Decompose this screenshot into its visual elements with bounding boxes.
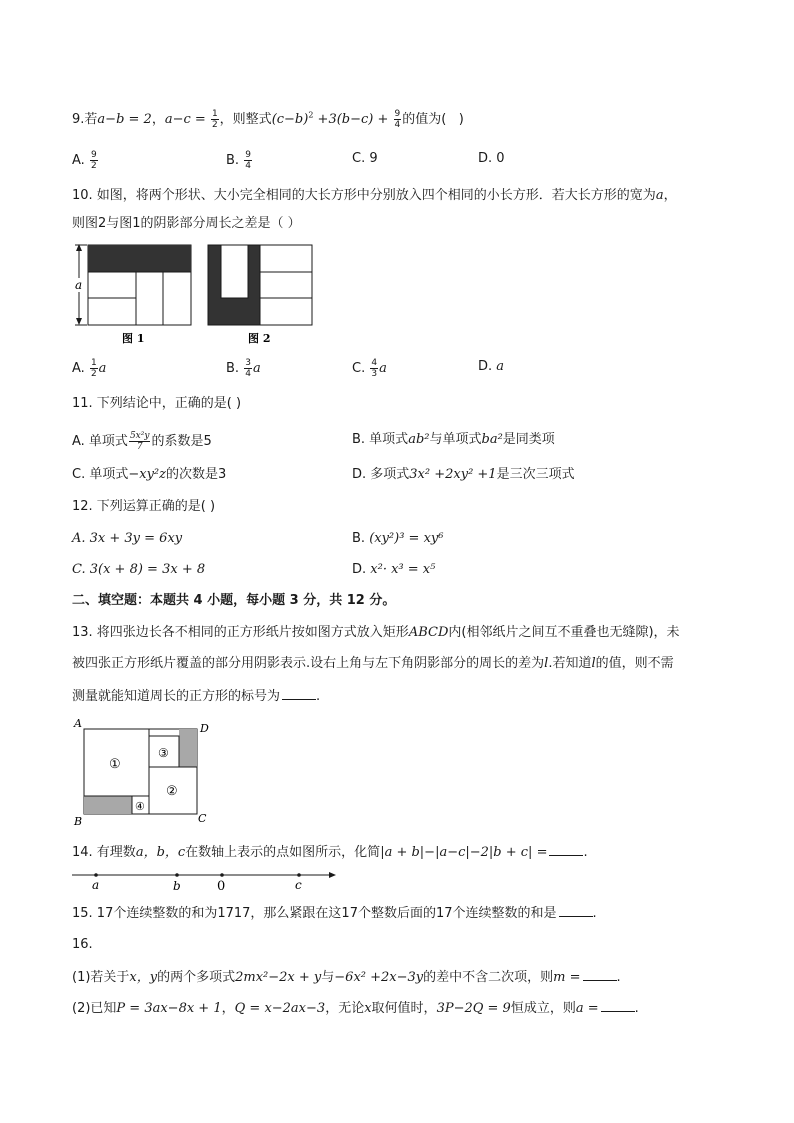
q9-text: 若 [84,112,98,127]
q16-text: 与 [321,970,335,985]
vertex-b: B [74,815,83,828]
fig2-small-rect [221,245,248,298]
opt-label: B. [226,153,240,168]
opt-var: a [252,361,261,376]
q11-option-c [72,466,226,484]
q9-eq1: a−b = 2 [97,112,152,127]
q16-end: . [634,1001,639,1016]
q15-stem [72,904,597,923]
label-3: ③ [158,746,169,760]
opt-math: −xy²z [128,467,166,482]
q12-option-b [352,530,443,548]
q9-eq2: a−c = [164,112,206,127]
opt-text: 与单项式 [429,432,482,447]
opt-label: A. [72,153,85,168]
q16-text: 的差中不含二次项，则 [423,970,554,985]
q16-math: 2mx²−2x + y [235,970,322,985]
q9-text2: ，则整式 [219,112,272,127]
arrow-down-icon [76,318,82,325]
q9-paren: ) [458,112,464,127]
q9-option-b [226,150,253,171]
arrow-right-icon [329,872,336,878]
point-a [94,873,98,877]
opt-var: a [379,361,387,376]
label-zero: 0 [217,879,226,894]
opt-label: A. [72,361,85,376]
frac-den: 2 [90,369,97,379]
fig-a-label: a [75,278,83,292]
q11-option-a [72,431,212,452]
q11-stem: 11. 下列结论中，正确的是( ) [72,396,242,411]
q16-math: x [364,1001,372,1016]
frac-den: 3 [371,369,378,379]
q16-math: −6x² +2x−3y [334,970,424,985]
opt-math: 3x² +2xy² +1 [409,467,497,482]
vertex-c: C [198,812,207,825]
q14-end: . [583,845,588,860]
point-zero [220,873,224,877]
answer-blank[interactable] [583,968,617,981]
q13-text: 被四张正方形纸片覆盖的部分用阴影表示.设右上角与左下角阴影部分的周长的差为 [72,656,545,671]
q9-frac-half [211,109,219,130]
q13-line2 [72,655,674,673]
opt-var: a [496,359,505,374]
q12-option-c: C. 3(x + 8) = 3x + 8 [72,562,206,577]
section2-title: 二、填空题：本题共 4 小题，每小题 3 分，共 12 分。 [72,593,396,608]
frac-den: 4 [245,369,251,379]
answer-blank[interactable] [559,904,593,917]
frac-den: 4 [245,161,251,171]
q9-option-d: D. 0 [478,151,505,166]
opt-label: C. [352,361,366,376]
q16-text: 的两个多项式 [157,970,236,985]
frac-num: 3 [245,358,251,368]
opt-text: 是同类项 [502,432,555,447]
q16-part2 [72,999,639,1018]
label-c: c [295,878,302,892]
q9-expr: (c−b) [271,112,309,127]
q13-math: l [591,656,596,671]
label-4: ④ [135,800,145,813]
q13-math: ABCD [408,625,449,640]
q11-option-d [352,466,575,484]
opt-frac [129,431,151,452]
q10-line1 [72,187,677,205]
q9-number: 9. [72,112,85,127]
frac-num: 9 [394,109,401,119]
q12-stem: 12. 下列运算正确的是( ) [72,499,216,514]
q16-math: a = [575,1001,599,1016]
q10-option-c [352,358,387,379]
answer-blank[interactable] [601,999,635,1012]
point-c [297,873,301,877]
q14-text: 14. 有理数 [72,845,136,860]
q16-math: x，y [129,970,158,985]
opt-math: (xy²)³ = xy⁶ [369,531,444,546]
frac-num: 9 [90,150,97,160]
label-2: ② [166,784,178,799]
label-b: b [173,879,181,893]
label-a: a [92,878,100,892]
frac-num: 9 [245,150,251,160]
q16-text: 取何值时， [371,1001,437,1016]
fig2-right [260,245,312,325]
opt-label: B. [226,361,240,376]
opt-frac [370,358,378,379]
frac-num: 4 [371,358,378,368]
q14-stem [72,843,588,862]
opt-text: 的系数是5 [151,434,212,449]
q10-line2: 则图2与图1的阴影部分周长之差是（ ） [72,216,301,231]
fig1-label: 图 1 [122,332,145,345]
q14-vars: a，b，c [135,845,186,860]
q10-option-b [226,358,261,379]
q9-option-c: C. 9 [352,151,378,166]
opt-text: 的次数是3 [165,467,227,482]
q9-frac-94 [394,109,402,130]
q13-text: 内(相邻纸片之间互不重叠也无缝隙)，未 [448,625,680,640]
opt-text: C. 单项式 [72,467,129,482]
frac-den: 4 [394,120,401,130]
q16-text: (2)已知 [72,1001,117,1016]
q13-figure [70,716,220,828]
frac-num: 1 [90,358,97,368]
vertex-a: A [74,717,82,730]
q11-option-b [352,431,555,449]
q14-number-line [70,866,345,896]
q10-var: a [655,188,664,203]
q9-exp: 2 [308,110,314,120]
q16-part1 [72,968,621,987]
q9-expr2: +3(b−c) + [313,112,389,127]
opt-frac [244,358,252,379]
answer-blank[interactable] [282,687,316,700]
q16-end: . [616,970,621,985]
frac-num: 5x²y [129,431,150,441]
opt-text: A. 单项式 [72,434,128,449]
fig1-shade [88,245,191,272]
opt-label: D. [478,359,493,374]
point-b [175,873,179,877]
opt-text: 是三次三项式 [496,467,575,482]
q9-sep: ， [151,112,165,127]
opt-var: a [98,361,107,376]
q10-option-a [72,358,106,379]
q14-text: 在数轴上表示的点如图所示，化简 [185,845,381,860]
opt-frac [90,358,98,379]
q9-option-a [72,150,99,171]
frac-den: 2 [90,161,97,171]
q16-math: 3P−2Q = 9 [436,1001,511,1016]
opt-frac [90,150,98,171]
frac-den: 2 [211,120,218,130]
q13-text: 的值，则不需 [595,656,674,671]
shade-top-right [179,729,197,767]
q12-option-d [352,561,435,579]
q16-math: P = 3ax−8x + 1 [116,1001,222,1016]
q9-text3: 的值为( [402,112,447,127]
q14-expr: |a + b|−|a−c|−2|b + c| = [380,845,548,860]
label-1: ① [109,757,121,772]
q16-text: (1)若关于 [72,970,130,985]
q13-text: 13. 将四张边长各不相同的正方形纸片按如图方式放入矩形 [72,625,409,640]
q10-text: 10. 如图，将两个形状、大小完全相同的大长方形中分别放入四个相同的小长方形．若大长方形的宽为 [72,188,656,203]
q16-math: Q = x−2ax−3 [234,1001,326,1016]
shade-bottom-left [84,796,132,814]
q13-text: 测量就能知道周长的正方形的标号为 [72,689,281,704]
q10-option-d [478,358,504,376]
q16-math: m = [553,970,581,985]
q13-line3 [72,687,320,706]
vertex-d: D [200,722,209,735]
opt-frac [244,150,252,171]
answer-blank[interactable] [549,843,583,856]
q15-text: 15. 17个连续整数的和为1717，那么紧跟在这17个整数后面的17个连续整数的和是 [72,906,557,921]
frac-num: 1 [211,109,218,119]
opt-text: B. 单项式 [352,432,409,447]
q10-end: ， [663,188,677,203]
q12-option-a: A. 3x + 3y = 6xy [72,531,183,546]
opt-text: D. 多项式 [352,467,410,482]
opt-math: ba² [481,432,503,447]
q13-end: . [316,689,321,704]
q16-text: 恒成立，则 [510,1001,576,1016]
q13-text: .若知道 [548,656,592,671]
q13-math: l [544,656,549,671]
opt-math: x²· x³ = x⁵ [370,562,436,577]
q15-end: . [592,906,597,921]
q10-figure [70,242,320,348]
opt-label: D. [352,562,371,577]
opt-label: B. [352,531,370,546]
fig2-label: 图 2 [248,332,271,345]
q16-number: 16. [72,937,93,952]
q13-line1 [72,624,680,642]
frac-den: 7 [136,442,143,452]
q9-stem [72,109,464,130]
q16-text: ， [221,1001,235,1016]
q16-text: ，无论 [325,1001,365,1016]
opt-math: ab² [408,432,430,447]
